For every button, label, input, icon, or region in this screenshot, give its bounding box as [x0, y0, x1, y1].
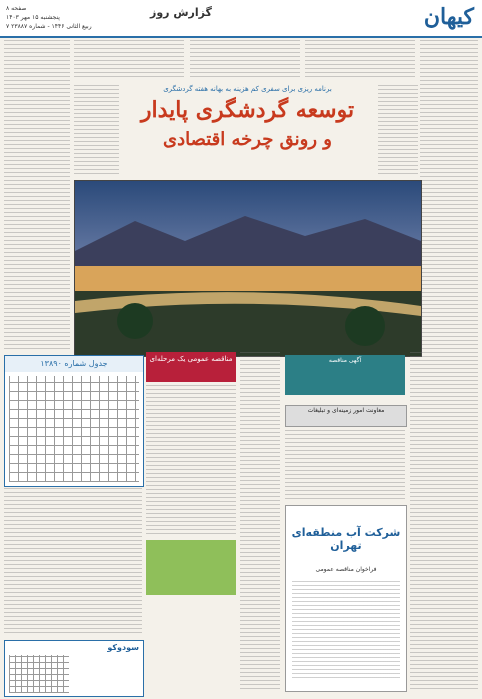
sudoku-puzzle — [4, 640, 144, 697]
sudoku-title: سودوکو — [107, 643, 139, 652]
water-company-name: شرکت آب منطقه‌ای تهران — [291, 526, 401, 552]
feature-photo — [74, 180, 422, 357]
crossword-label: جدول — [88, 359, 108, 368]
crossword-header — [5, 356, 143, 372]
ad-column-mid — [240, 352, 280, 692]
crossword-clues — [4, 488, 142, 636]
ministry-ad — [285, 405, 407, 427]
feature-headline — [120, 85, 375, 180]
green-ad — [146, 540, 236, 595]
ad-column-right — [285, 430, 405, 500]
ministry-ad-text: معاونت امور زمینه‌ای و تبلیغات — [307, 407, 385, 414]
section-title: گزارش روز — [150, 6, 212, 19]
issue-line: ۷ ربیع الثانی ۱۴۴۶ - شماره ۲۳۸۸۷ — [6, 23, 92, 30]
column-far-right — [420, 40, 478, 350]
city-night-photo — [75, 181, 421, 356]
headline-line-1: توسعه گردشگری پایدار — [140, 97, 355, 123]
water-ad-body — [292, 581, 400, 681]
column-left — [4, 40, 70, 350]
tender-ad-teal — [285, 355, 405, 395]
tender-ad-red — [146, 352, 236, 382]
crossword-number: شماره ۱۳۸۹۰ — [40, 359, 87, 368]
teal-ad-title: آگهی مناقصه — [328, 357, 362, 364]
headline-kicker: برنامه ریزی برای سفری کم هزینه به بهانه هفته گردشگری — [163, 85, 332, 93]
headline-line-2: و رونق چرخه اقتصادی — [163, 129, 332, 150]
tender-ad-body — [146, 385, 236, 535]
ad-column-far-right — [410, 352, 478, 692]
column-mid-right — [190, 40, 300, 80]
water-company-ad — [285, 505, 407, 692]
page-label: صفحه ۸ — [6, 5, 27, 12]
crossword-grid — [9, 376, 139, 482]
date-block — [6, 4, 92, 31]
sudoku-grid — [9, 655, 69, 693]
tender-ad-title: مناقصه عمومی یک مرحله‌ای — [149, 355, 233, 363]
column-body-right — [378, 85, 418, 175]
date-line: پنجشنبه ۱۵ مهر ۱۴۰۳ — [6, 14, 60, 21]
column-body-left — [74, 85, 119, 175]
column-right-top — [305, 40, 415, 80]
column-mid-left — [74, 40, 184, 80]
newspaper-logo: کیهان — [423, 4, 474, 30]
masthead — [0, 0, 482, 38]
crossword-puzzle — [4, 355, 144, 487]
water-notice: فراخوان مناقصه عمومی — [315, 566, 377, 573]
